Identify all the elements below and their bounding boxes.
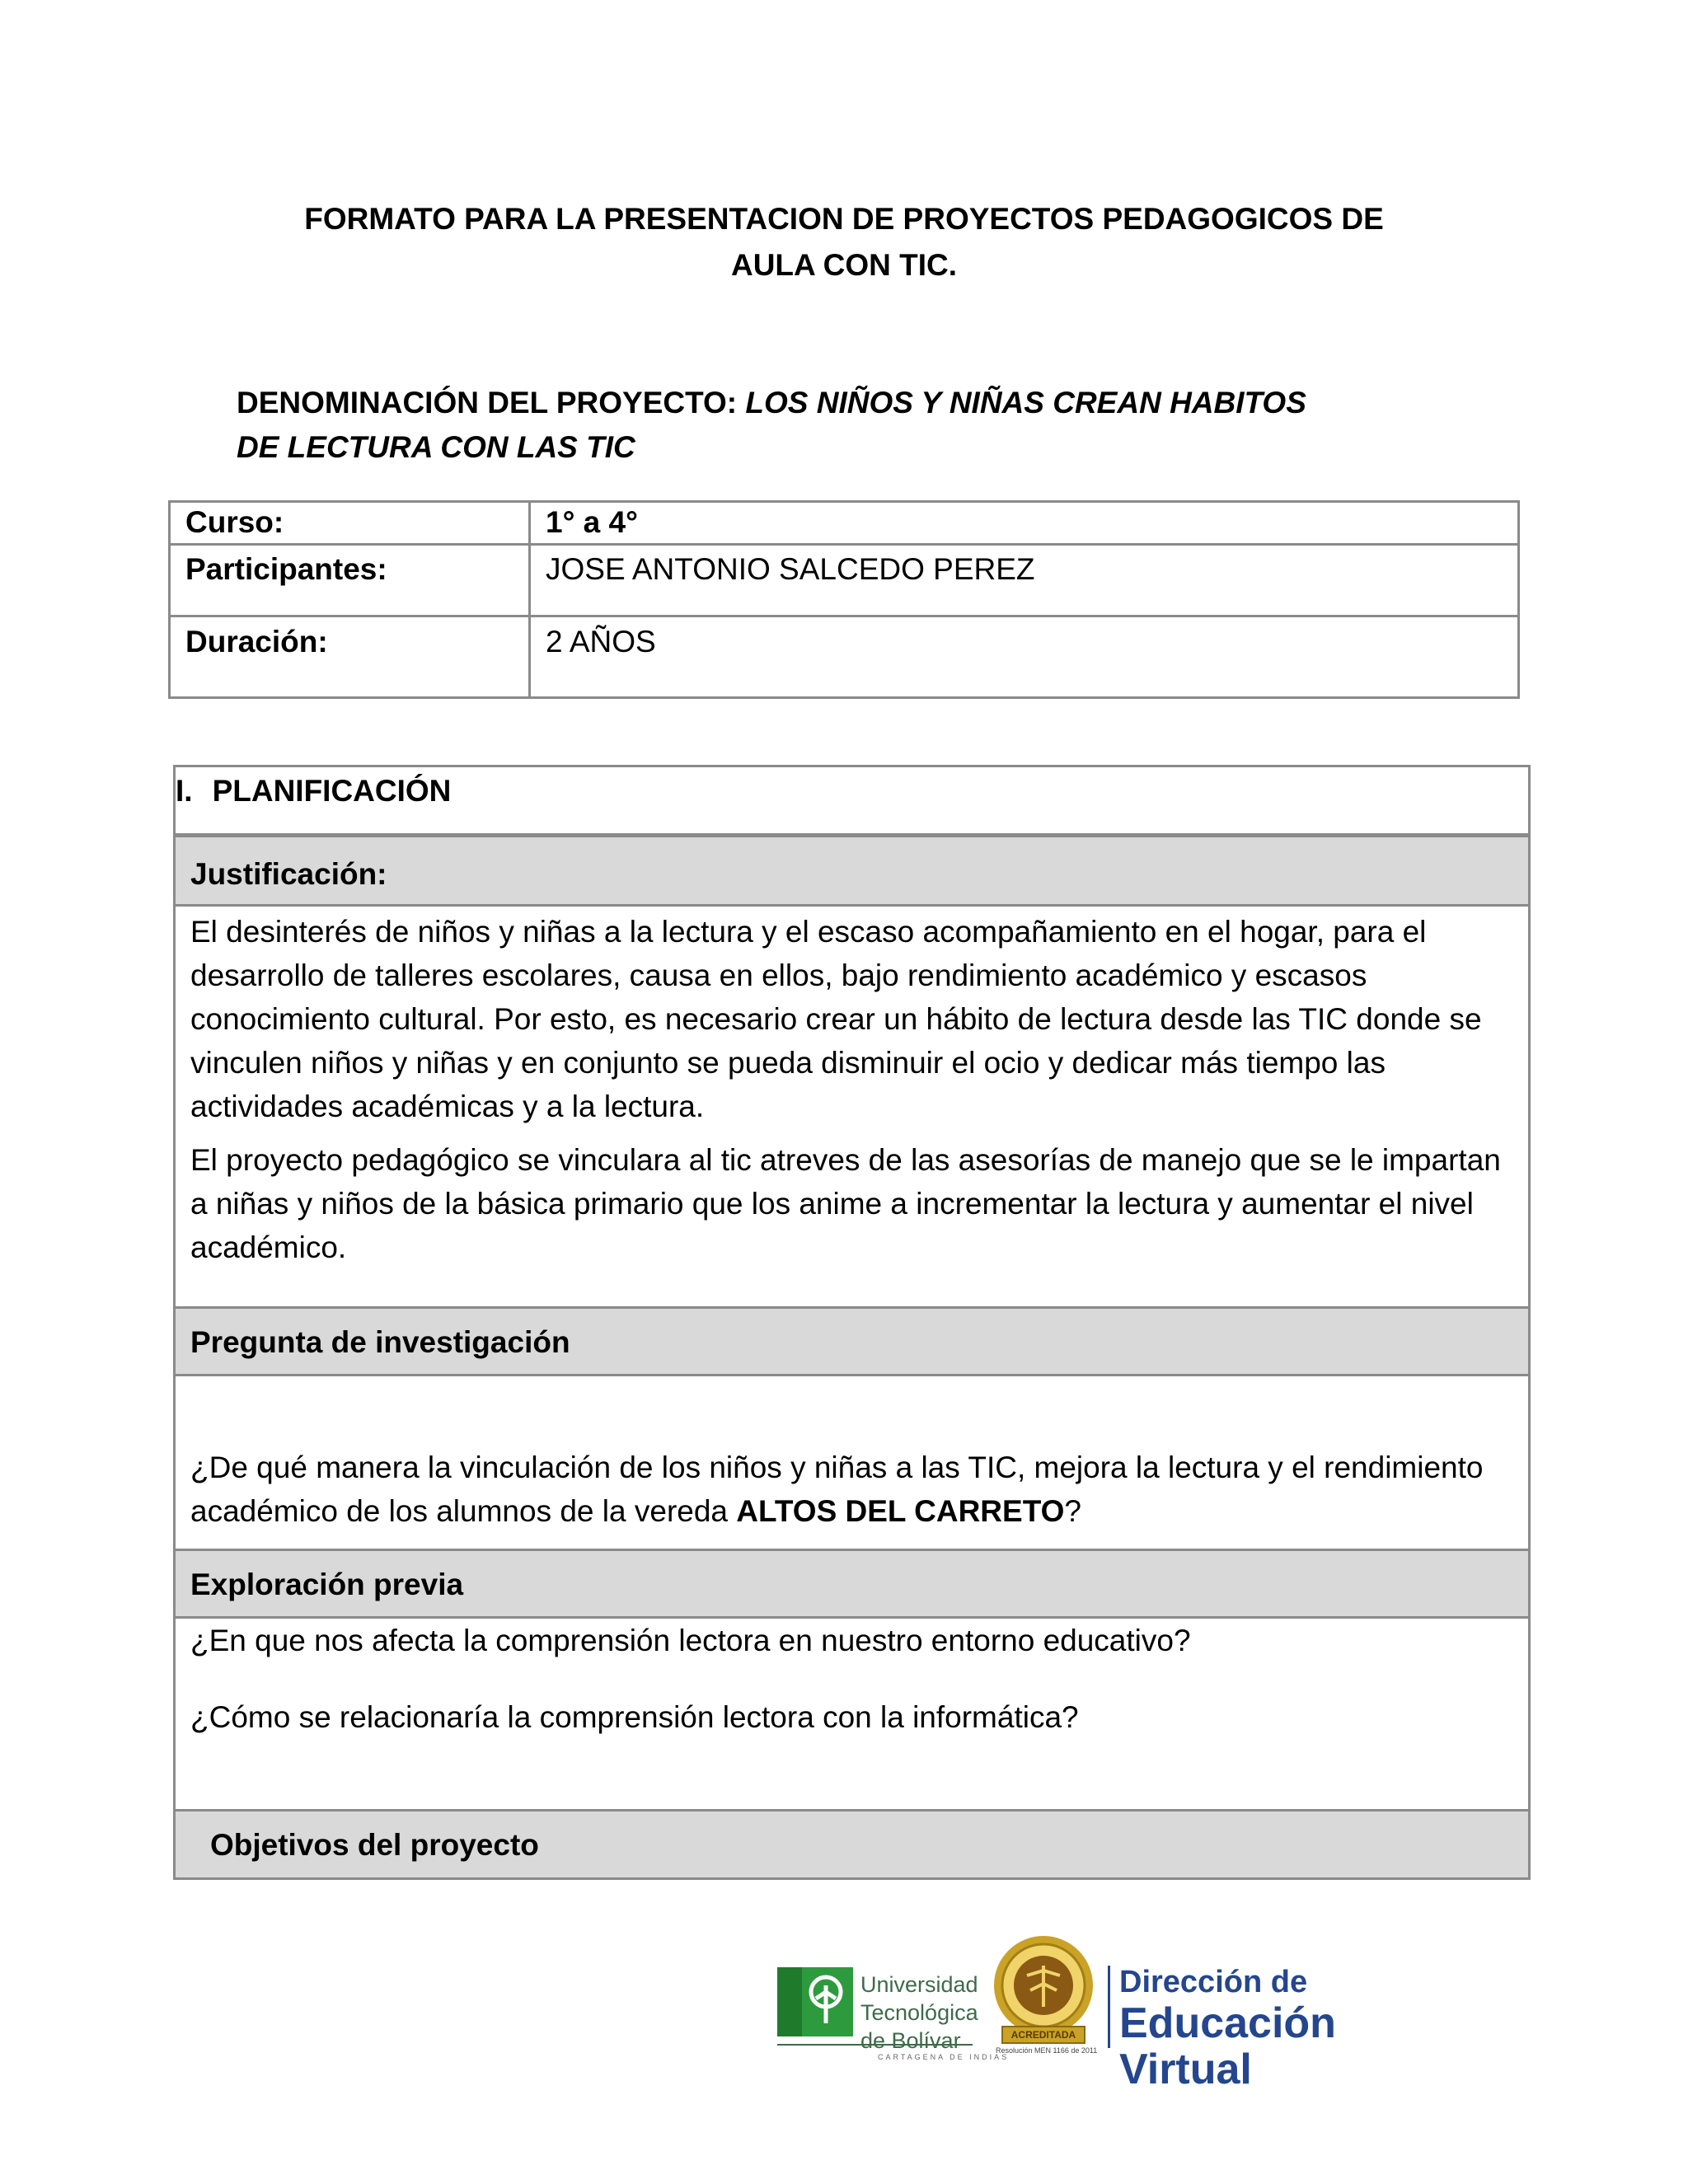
section-title: PLANIFICACIÓN	[212, 774, 452, 808]
planificacion-title	[176, 767, 1528, 837]
utb-city: CARTAGENA DE INDIAS	[878, 2053, 1010, 2061]
seal-resolution: Resolución MEN 1166 de 2011	[996, 2046, 1098, 2055]
duracion-label: Duración:	[170, 616, 530, 698]
utb-line-1: Universidad	[860, 1972, 978, 1997]
participantes-label: Participantes:	[170, 545, 530, 616]
table-row-duracion	[170, 616, 1519, 698]
project-info-table	[168, 500, 1520, 699]
pregunta-end: ?	[1064, 1494, 1081, 1528]
direccion-line-1: Dirección de	[1119, 1965, 1308, 1999]
exploracion-question-2: ¿Cómo se relacionaría la comprensión lectora con la informática?	[190, 1700, 1079, 1734]
project-name-line-1: LOS NIÑOS Y NIÑAS CREAN HABITOS	[745, 386, 1306, 419]
utb-line-2: Tecnológica	[860, 2000, 978, 2025]
participantes-value: JOSE ANTONIO SALCEDO PEREZ	[530, 545, 1519, 616]
title-line-2: AULA CON TIC.	[730, 248, 958, 282]
exploracion-question-1: ¿En que nos afecta la comprensión lectora en nuestro entorno educativo?	[190, 1624, 1191, 1657]
accreditation-seal-icon	[994, 1936, 1093, 2043]
exploracion-body	[176, 1619, 1528, 1811]
justificacion-paragraph-2: El proyecto pedagógico se vinculara al tic atreves de las asesorías de manejo que se le impartan a niñas y niños de la básica primario que los anime a incrementar la lectura y aumentar el nivel académico.	[190, 1143, 1501, 1264]
title-line-1: FORMATO PARA LA PRESENTACION DE PROYECTOS PEDAGOGICOS DE	[304, 202, 1384, 236]
direccion-line-2: Educación Virtual	[1119, 1999, 1336, 2093]
pregunta-body	[176, 1376, 1528, 1551]
planificacion-section	[173, 765, 1531, 1880]
utb-logo-text	[860, 1971, 978, 2055]
vereda-name: ALTOS DEL CARRETO	[736, 1494, 1065, 1528]
seal-label: ACREDITADA	[1010, 2029, 1076, 2041]
project-denomination	[237, 381, 1432, 470]
direccion-logo-text	[1119, 1964, 1434, 2093]
project-label: DENOMINACIÓN DEL PROYECTO:	[237, 386, 738, 419]
curso-label: Curso:	[170, 502, 530, 545]
logo-divider	[1108, 1966, 1110, 2048]
justificacion-paragraph-1: El desinterés de niños y niñas a la lectura y el escaso acompañamiento en el hogar, para el desarrollo de talleres escolares, causa en ellos, bajo rendimiento académico y escasos conocimiento cultural. Por esto, es necesario crear un hábito de lectura desde las TIC donde se vinculen niños y niñas y en conjunto se pueda disminuir el ocio y dedicar más tiempo las actividades académicas y a la lectura.	[190, 915, 1482, 1123]
project-name-line-2: DE LECTURA CON LAS TIC	[237, 430, 635, 464]
table-row-participantes	[170, 545, 1519, 616]
section-number: I.	[176, 774, 193, 808]
table-row-curso	[170, 502, 1519, 545]
pregunta-question: ¿De qué manera la vinculación de los niños y niñas a las TIC, mejora la lectura y el rendimiento académico de los alumnos de la vereda	[190, 1451, 1484, 1528]
duracion-value: 2 AÑOS	[530, 616, 1519, 698]
utb-line-3: de Bolívar	[860, 2028, 961, 2053]
pregunta-text	[190, 1446, 1513, 1533]
curso-value: 1° a 4°	[530, 502, 1519, 545]
exploracion-header: Exploración previa	[176, 1551, 1528, 1619]
footer-logos	[775, 1924, 1434, 2093]
justificacion-header: Justificación:	[176, 837, 1528, 907]
objetivos-header: Objetivos del proyecto	[176, 1811, 1528, 1877]
document-title	[0, 196, 1688, 288]
justificacion-body	[176, 907, 1528, 1309]
pregunta-header: Pregunta de investigación	[176, 1309, 1528, 1376]
